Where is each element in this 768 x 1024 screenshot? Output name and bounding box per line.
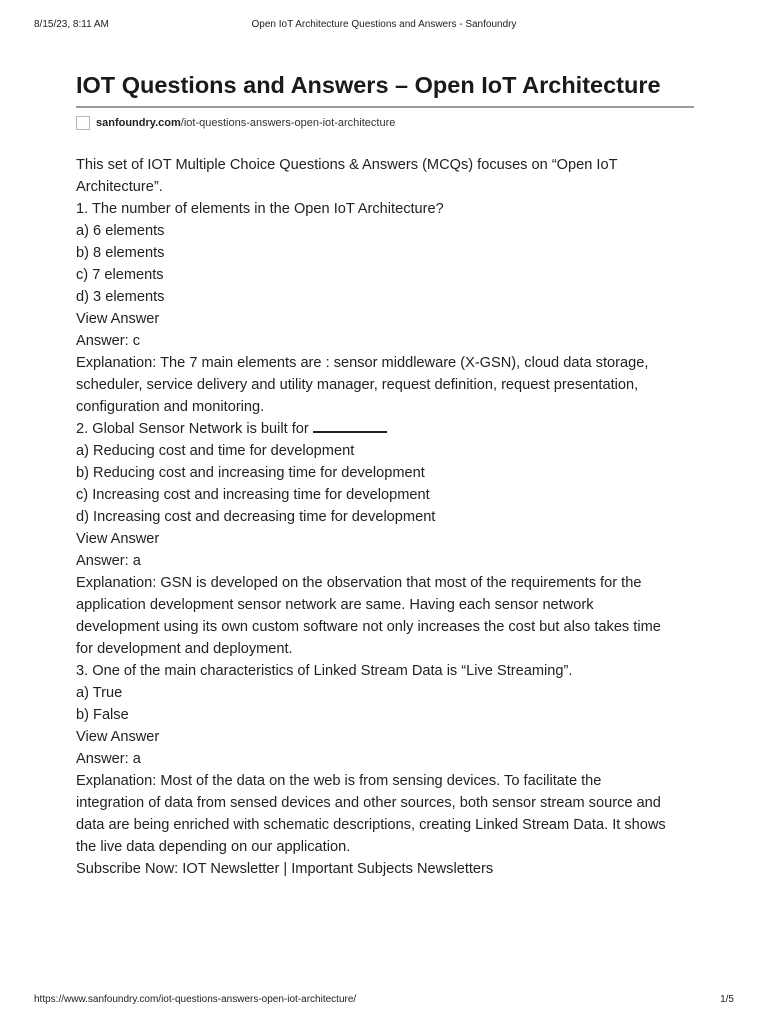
intro-text: This set of IOT Multiple Choice Questions & Answers (MCQs) focuses on “Open IoT Architecture”. — [76, 157, 618, 195]
answer-option: b) False — [76, 707, 129, 723]
article-body — [76, 154, 694, 880]
question-block — [76, 198, 694, 418]
explanation-text: Explanation: Most of the data on the web is from sensing devices. To facilitate the integration of data from sensed devices and other sources, both sensor stream source and data are being enriched with schematic descriptions, creating Linked Stream Data. It shows the live data depending on our application. — [76, 773, 666, 855]
answer-text: Answer: c — [76, 333, 141, 349]
answer-option: d) Increasing cost and decreasing time for development — [76, 509, 436, 525]
answer-option: c) 7 elements — [76, 267, 164, 283]
explanation-text: Explanation: The 7 main elements are : sensor middleware (X-GSN), cloud data storage, scheduler, service delivery and utility manager, request definition, request presentation, configuration and monitoring. — [76, 355, 649, 415]
subscribe-separator: | — [279, 861, 292, 877]
subjects-newsletters-link[interactable]: Important Subjects Newsletters — [291, 861, 494, 877]
page-number: 1/5 — [720, 994, 734, 1005]
favicon-icon — [76, 116, 90, 130]
question-block — [76, 418, 694, 660]
answer-text: Answer: a — [76, 553, 141, 569]
source-link[interactable] — [76, 114, 694, 132]
source-path: /iot-questions-answers-open-iot-architecture — [180, 117, 396, 129]
question-block — [76, 660, 694, 858]
view-answer-button[interactable]: View Answer — [76, 531, 160, 547]
explanation-text: Explanation: GSN is developed on the observation that most of the requirements for the application development sensor network are same. Having each sensor network development using its own custom software not only increases the cost but also takes time for development and deployment. — [76, 575, 661, 657]
subscribe-prefix: Subscribe Now: — [76, 861, 183, 877]
article — [76, 68, 694, 880]
article-title: IOT Questions and Answers – Open IoT Architecture — [76, 72, 661, 98]
iot-newsletter-link[interactable]: IOT Newsletter — [182, 861, 280, 877]
print-date: 8/15/23, 8:11 AM — [34, 19, 109, 30]
answer-option: a) 6 elements — [76, 223, 165, 239]
answer-option: d) 3 elements — [76, 289, 165, 305]
view-answer-button[interactable]: View Answer — [76, 311, 160, 327]
answer-option: a) Reducing cost and time for development — [76, 443, 355, 459]
view-answer-button[interactable]: View Answer — [76, 729, 160, 745]
print-header — [34, 19, 734, 33]
blank-line — [313, 418, 387, 433]
answer-option: c) Increasing cost and increasing time for development — [76, 487, 430, 503]
question-text: 2. Global Sensor Network is built for — [76, 418, 694, 440]
source-domain: sanfoundry.com — [96, 117, 181, 129]
print-footer — [34, 994, 734, 1008]
subscribe-line — [76, 858, 694, 880]
answer-option: b) 8 elements — [76, 245, 165, 261]
answer-text: Answer: a — [76, 751, 141, 767]
question-text: 3. One of the main characteristics of Linked Stream Data is “Live Streaming”. — [76, 663, 573, 679]
print-page-title: Open IoT Architecture Questions and Answers - Sanfoundry — [251, 19, 517, 30]
answer-option: a) True — [76, 685, 123, 701]
question-text: 1. The number of elements in the Open IoT Architecture? — [76, 201, 444, 217]
title-divider — [76, 106, 694, 108]
answer-option: b) Reducing cost and increasing time for development — [76, 465, 425, 481]
print-url: https://www.sanfoundry.com/iot-questions-answers-open-iot-architecture/ — [34, 994, 357, 1005]
